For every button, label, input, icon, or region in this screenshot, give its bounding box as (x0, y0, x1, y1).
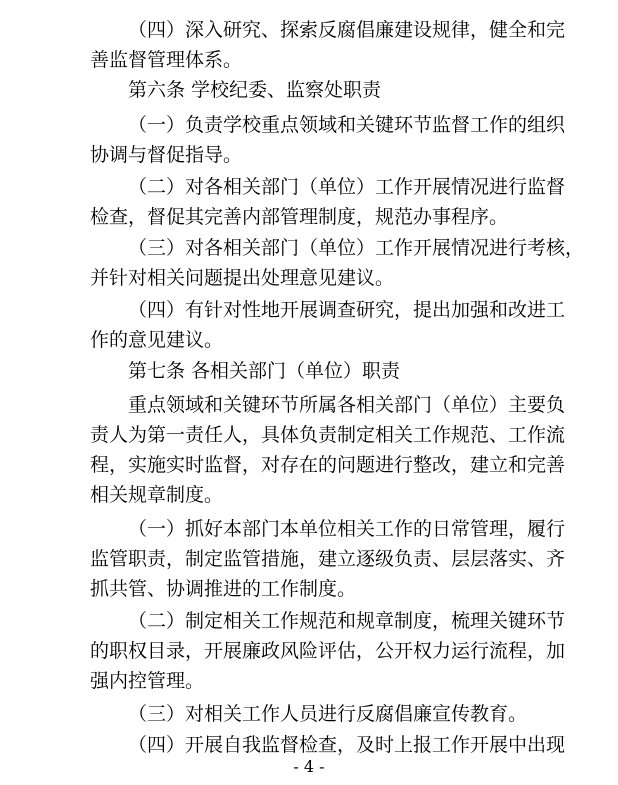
paragraph-line: （三）对各相关部门（单位）工作开展情况进行考核， (128, 237, 585, 259)
paragraph-line: 作的意见建议。 (90, 329, 224, 351)
paragraph-line: 抓共管、协调推进的工作制度。 (90, 578, 357, 600)
paragraph-line: 检查，督促其完善内部管理制度，规范办事程序。 (90, 206, 509, 228)
article-heading: 第七条 各相关部门（单位）职责 (128, 360, 401, 382)
paragraph-line: （二）制定相关工作规范和规章制度，梳理关键环节 (128, 610, 566, 632)
paragraph-line: 监管职责，制定监管措施，建立逐级负责、层层落实、齐 (90, 548, 566, 570)
paragraph-line: 强内控管理。 (90, 670, 205, 692)
paragraph-line: 重点领域和关键环节所属各相关部门（单位）主要负 (128, 394, 566, 416)
paragraph-line: 善监督管理体系。 (90, 49, 243, 71)
paragraph-line: 的职权目录，开展廉政风险评估，公开权力运行流程，加 (90, 640, 566, 662)
paragraph-line: 相关规章制度。 (90, 484, 224, 506)
paragraph-line: 协调与督促指导。 (90, 144, 243, 166)
paragraph-line: （一）负责学校重点领域和关键环节监督工作的组织 (128, 114, 566, 136)
paragraph-line: （四）深入研究、探索反腐倡廉建设规律，健全和完 (128, 19, 566, 41)
page-number: - 4 - (293, 757, 325, 776)
paragraph-line: （一）抓好本部门本单位相关工作的日常管理，履行 (128, 518, 566, 540)
paragraph-line: （三）对相关工作人员进行反腐倡廉宣传教育。 (128, 703, 528, 725)
paragraph-line: 责人为第一责任人，具体负责制定相关工作规范、工作流 (90, 424, 566, 446)
paragraph-line: 并针对相关问题提出处理意见建议。 (90, 267, 395, 289)
paragraph-line: （二）对各相关部门（单位）工作开展情况进行监督 (128, 176, 566, 198)
paragraph-line: （四）开展自我监督检查，及时上报工作开展中出现 (128, 734, 566, 756)
paragraph-line: 程，实施实时监督，对存在的问题进行整改，建立和完善 (90, 454, 566, 476)
paragraph-line: （四）有针对性地开展调查研究，提出加强和改进工 (128, 299, 566, 321)
article-heading: 第六条 学校纪委、监察处职责 (128, 79, 382, 101)
